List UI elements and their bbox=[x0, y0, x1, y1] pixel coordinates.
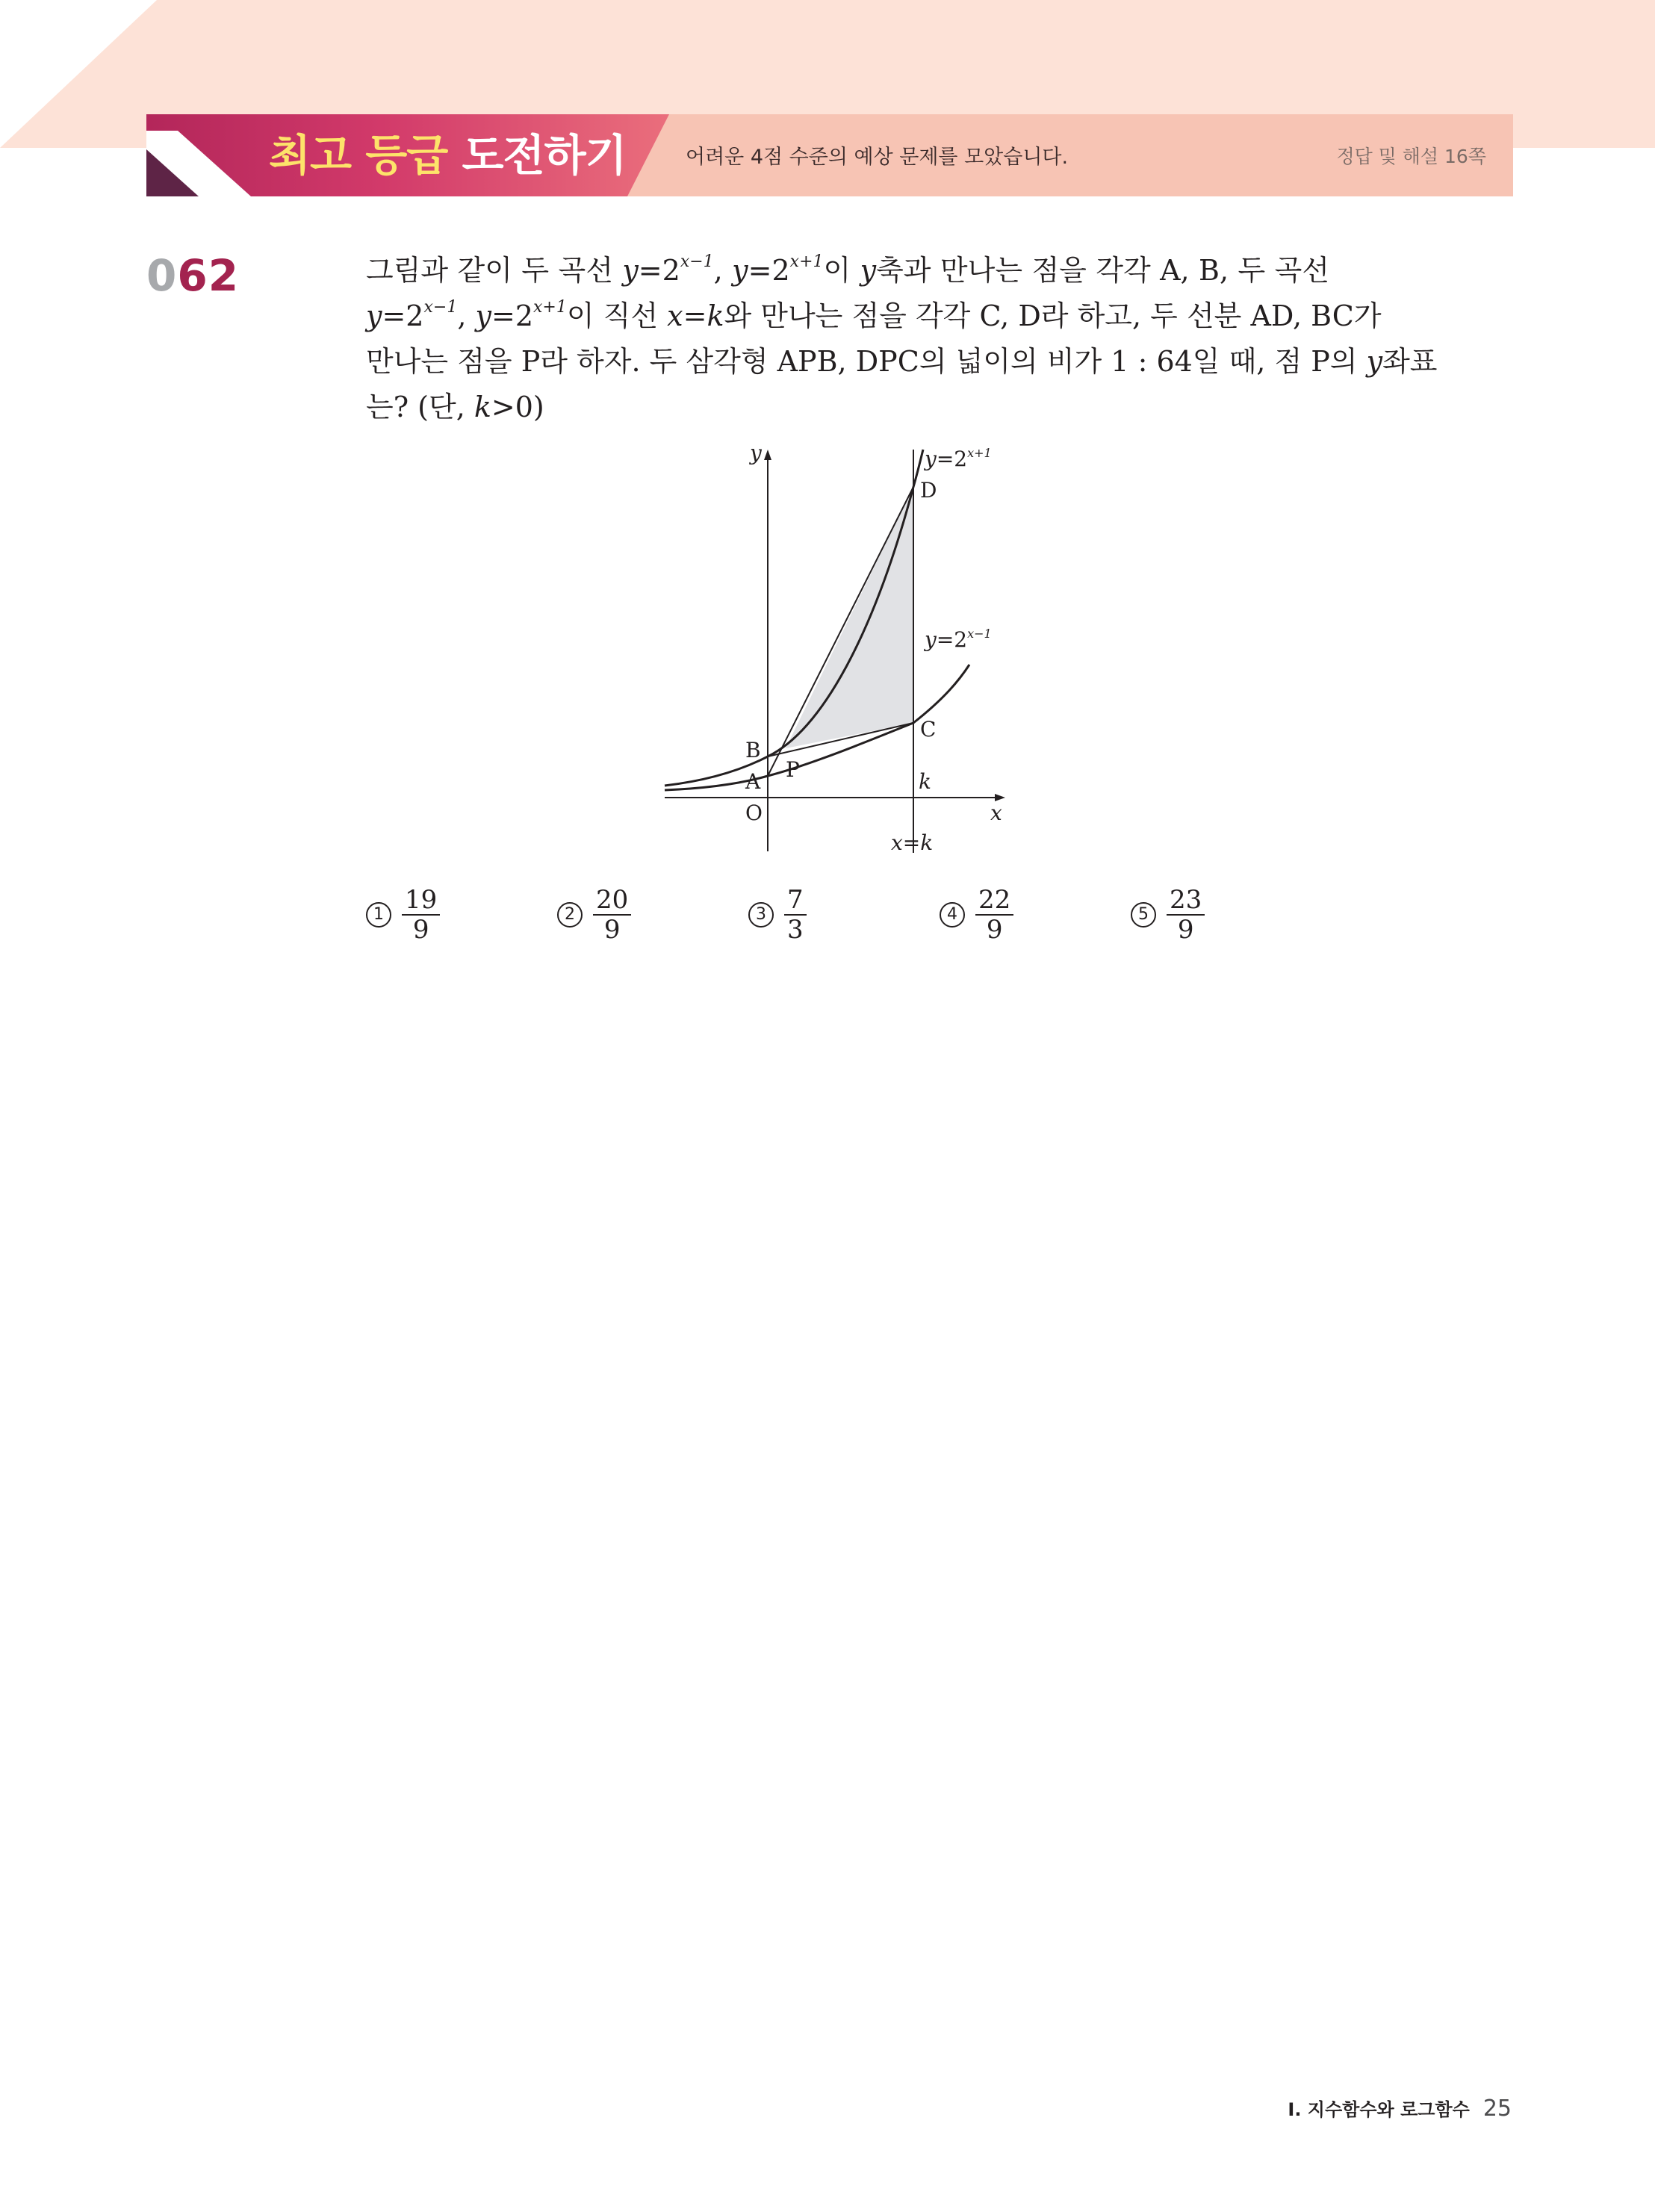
text: 이 bbox=[823, 254, 860, 287]
math-var: y bbox=[1366, 345, 1383, 378]
text: 만나는 점을 P라 하자. 두 삼각형 APB, DPC의 넓이의 비가 1 : 64일 때, 점 P의 bbox=[366, 345, 1367, 378]
problem-line-4 bbox=[366, 385, 1329, 430]
label-exp: x−1 bbox=[967, 627, 992, 641]
numerator: 23 bbox=[1167, 886, 1205, 916]
section-title-part1: 최고 등급 bbox=[269, 130, 448, 181]
choice-mark: 3 bbox=[748, 902, 774, 928]
problem-number-prefix: 0 bbox=[146, 250, 178, 301]
math-var: k bbox=[473, 391, 491, 423]
math: = bbox=[683, 299, 707, 332]
choice-fraction bbox=[975, 886, 1013, 944]
choice-mark: 1 bbox=[366, 902, 391, 928]
math-exp: x+1 bbox=[533, 298, 567, 317]
point-c-label: C bbox=[920, 717, 937, 742]
k-label: k bbox=[919, 769, 931, 794]
math-var: y bbox=[622, 254, 639, 287]
label-part: =2 bbox=[936, 627, 968, 652]
label-part: k bbox=[920, 830, 934, 855]
math-var: y bbox=[860, 254, 877, 287]
math-var: k bbox=[707, 299, 724, 332]
denominator: 3 bbox=[787, 915, 804, 945]
label-part: y bbox=[925, 447, 937, 471]
text: 좌표 bbox=[1382, 345, 1438, 378]
choice-1[interactable] bbox=[366, 881, 440, 948]
choice-5[interactable] bbox=[1131, 881, 1205, 948]
y-axis-label: y bbox=[750, 441, 762, 465]
text: , bbox=[713, 254, 733, 287]
problem-statement bbox=[366, 248, 1438, 430]
choice-fraction bbox=[1167, 886, 1205, 944]
denominator: 9 bbox=[603, 915, 621, 945]
answer-choices bbox=[366, 881, 1337, 948]
choice-mark: 5 bbox=[1131, 902, 1156, 928]
point-p-label: P bbox=[786, 757, 800, 782]
answer-reference: 정답 및 해설 16쪽 bbox=[1336, 146, 1486, 167]
math: =2 bbox=[491, 299, 534, 332]
curve-lower-label bbox=[923, 627, 992, 652]
section-title-part2: 도전하기 bbox=[462, 130, 627, 181]
problem-number-rest: 62 bbox=[177, 250, 240, 301]
label-part: y bbox=[925, 627, 937, 652]
label-part: = bbox=[902, 830, 921, 855]
math: =2 bbox=[382, 299, 424, 332]
text: 와 만나는 점을 각각 C, D라 하고, 두 선분 AD, BC가 bbox=[724, 299, 1382, 332]
graph-svg bbox=[657, 441, 1016, 859]
denominator: 9 bbox=[986, 915, 1003, 945]
page-footer bbox=[1288, 2095, 1512, 2122]
choice-3[interactable] bbox=[748, 881, 807, 948]
problem-line-3 bbox=[366, 339, 1438, 385]
denominator: 9 bbox=[1177, 915, 1194, 945]
problem-number bbox=[146, 250, 239, 301]
math-exp: x−1 bbox=[680, 252, 714, 271]
y-axis-arrow bbox=[764, 450, 771, 460]
numerator: 7 bbox=[784, 886, 807, 916]
text: 그림과 같이 두 곡선 bbox=[366, 254, 623, 287]
math-var: y bbox=[732, 254, 748, 287]
choice-fraction bbox=[593, 886, 631, 944]
numerator: 19 bbox=[402, 886, 440, 916]
text: 는? (단, bbox=[366, 391, 474, 423]
origin-label: O bbox=[745, 801, 763, 825]
label-part: =2 bbox=[936, 447, 968, 471]
math-var: x bbox=[667, 299, 683, 332]
text: 이 직선 bbox=[566, 299, 668, 332]
math-var: y bbox=[475, 299, 491, 332]
top-band-cut bbox=[0, 0, 157, 148]
choice-mark: 2 bbox=[557, 902, 583, 928]
point-a-label: A bbox=[745, 769, 761, 794]
section-title bbox=[269, 125, 627, 185]
math-var: y bbox=[366, 299, 382, 332]
text: , bbox=[457, 299, 476, 332]
curve-upper-label bbox=[923, 446, 992, 471]
point-d-label: D bbox=[920, 478, 937, 503]
label-part: x bbox=[891, 830, 903, 855]
chapter-title: I. 지수함수와 로그함수 bbox=[1288, 2099, 1470, 2120]
choice-fraction bbox=[784, 886, 807, 944]
choice-fraction bbox=[402, 886, 440, 944]
problem-line-2 bbox=[366, 293, 1382, 339]
denominator: 9 bbox=[412, 915, 429, 945]
x-axis-label: x bbox=[990, 801, 1002, 825]
label-exp: x+1 bbox=[967, 446, 992, 460]
math-exp: x+1 bbox=[789, 252, 824, 271]
point-b-label: B bbox=[745, 738, 761, 762]
numerator: 22 bbox=[975, 886, 1013, 916]
math-exp: x−1 bbox=[423, 298, 458, 317]
line-x-k-label bbox=[891, 830, 933, 855]
choice-2[interactable] bbox=[557, 881, 631, 948]
numerator: 20 bbox=[593, 886, 631, 916]
text: >0) bbox=[491, 391, 544, 423]
section-subtitle: 어려운 4점 수준의 예상 문제를 모았습니다. bbox=[686, 146, 1069, 169]
problem-line-1 bbox=[366, 248, 1329, 293]
page-number: 25 bbox=[1482, 2096, 1512, 2122]
math: =2 bbox=[638, 254, 680, 287]
math: =2 bbox=[748, 254, 790, 287]
text: 축과 만나는 점을 각각 A, B, 두 곡선 bbox=[876, 254, 1329, 287]
choice-4[interactable] bbox=[940, 881, 1013, 948]
choice-mark: 4 bbox=[940, 902, 965, 928]
problem-figure bbox=[657, 441, 1016, 859]
